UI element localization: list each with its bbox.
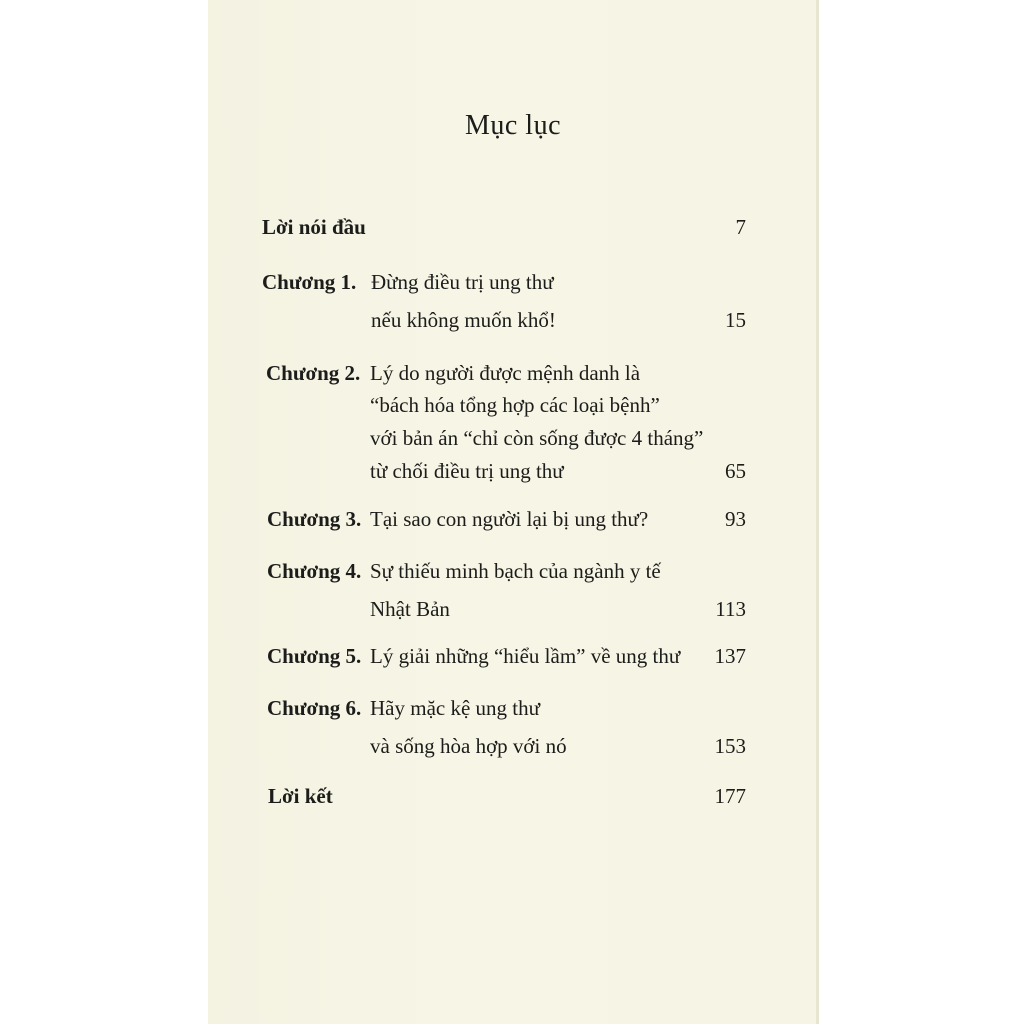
toc-entry-line: Nhật Bản xyxy=(370,597,450,621)
toc-page-number: 113 xyxy=(715,597,746,621)
toc-entry-chapter-4 xyxy=(267,559,746,629)
toc-entry-line: Lý giải những “hiểu lầm” về ung thư xyxy=(370,644,681,668)
toc-entry-line: Lý do người được mệnh danh là xyxy=(370,361,641,385)
toc-entry-line: Hãy mặc kệ ung thư xyxy=(370,696,540,720)
toc-entry-epilogue xyxy=(268,784,746,814)
toc-entry-chapter-6 xyxy=(267,696,746,766)
toc-entry-label: Chương 2. xyxy=(266,361,361,385)
toc-entry-chapter-5 xyxy=(267,644,746,674)
toc-entry-label: Chương 5. xyxy=(267,644,362,668)
toc-entry-line: Đừng điều trị ung thư xyxy=(371,270,554,294)
toc-page-number: 137 xyxy=(714,644,746,668)
toc-entry-label: Lời nói đầu xyxy=(262,215,366,239)
toc-entry-line: Sự thiếu minh bạch của ngành y tế xyxy=(370,559,661,583)
toc-entry-preface xyxy=(262,215,746,245)
toc-entry-line: nếu không muốn khổ! xyxy=(371,308,556,332)
toc-title: Mục lục xyxy=(464,110,562,141)
toc-page-number: 177 xyxy=(714,784,746,808)
toc-entry-line: Tại sao con người lại bị ung thư? xyxy=(370,507,649,531)
toc-page-number: 93 xyxy=(725,507,746,531)
toc-entry-label: Chương 4. xyxy=(267,559,362,583)
toc-entry-line: “bách hóa tổng hợp các loại bệnh” xyxy=(370,393,660,417)
toc-entry-label: Chương 1. xyxy=(262,270,357,294)
toc-entry-chapter-3 xyxy=(267,507,746,537)
toc-entry-line: và sống hòa hợp với nó xyxy=(370,734,567,758)
toc-entry-label: Chương 6. xyxy=(267,696,362,720)
toc-entry-label: Lời kết xyxy=(268,784,333,808)
toc-page-number: 15 xyxy=(725,308,746,332)
toc-entry-chapter-1 xyxy=(262,270,746,340)
page-edge xyxy=(816,0,819,1024)
toc-entry-line: từ chối điều trị ung thư xyxy=(370,459,564,483)
toc-entry-line: với bản án “chỉ còn sống được 4 tháng” xyxy=(370,426,704,450)
toc-entry-chapter-2 xyxy=(266,361,746,501)
toc-page-number: 153 xyxy=(714,734,746,758)
toc-entry-label: Chương 3. xyxy=(267,507,362,531)
toc-page-number: 7 xyxy=(735,215,746,239)
toc-page-number: 65 xyxy=(725,459,746,483)
